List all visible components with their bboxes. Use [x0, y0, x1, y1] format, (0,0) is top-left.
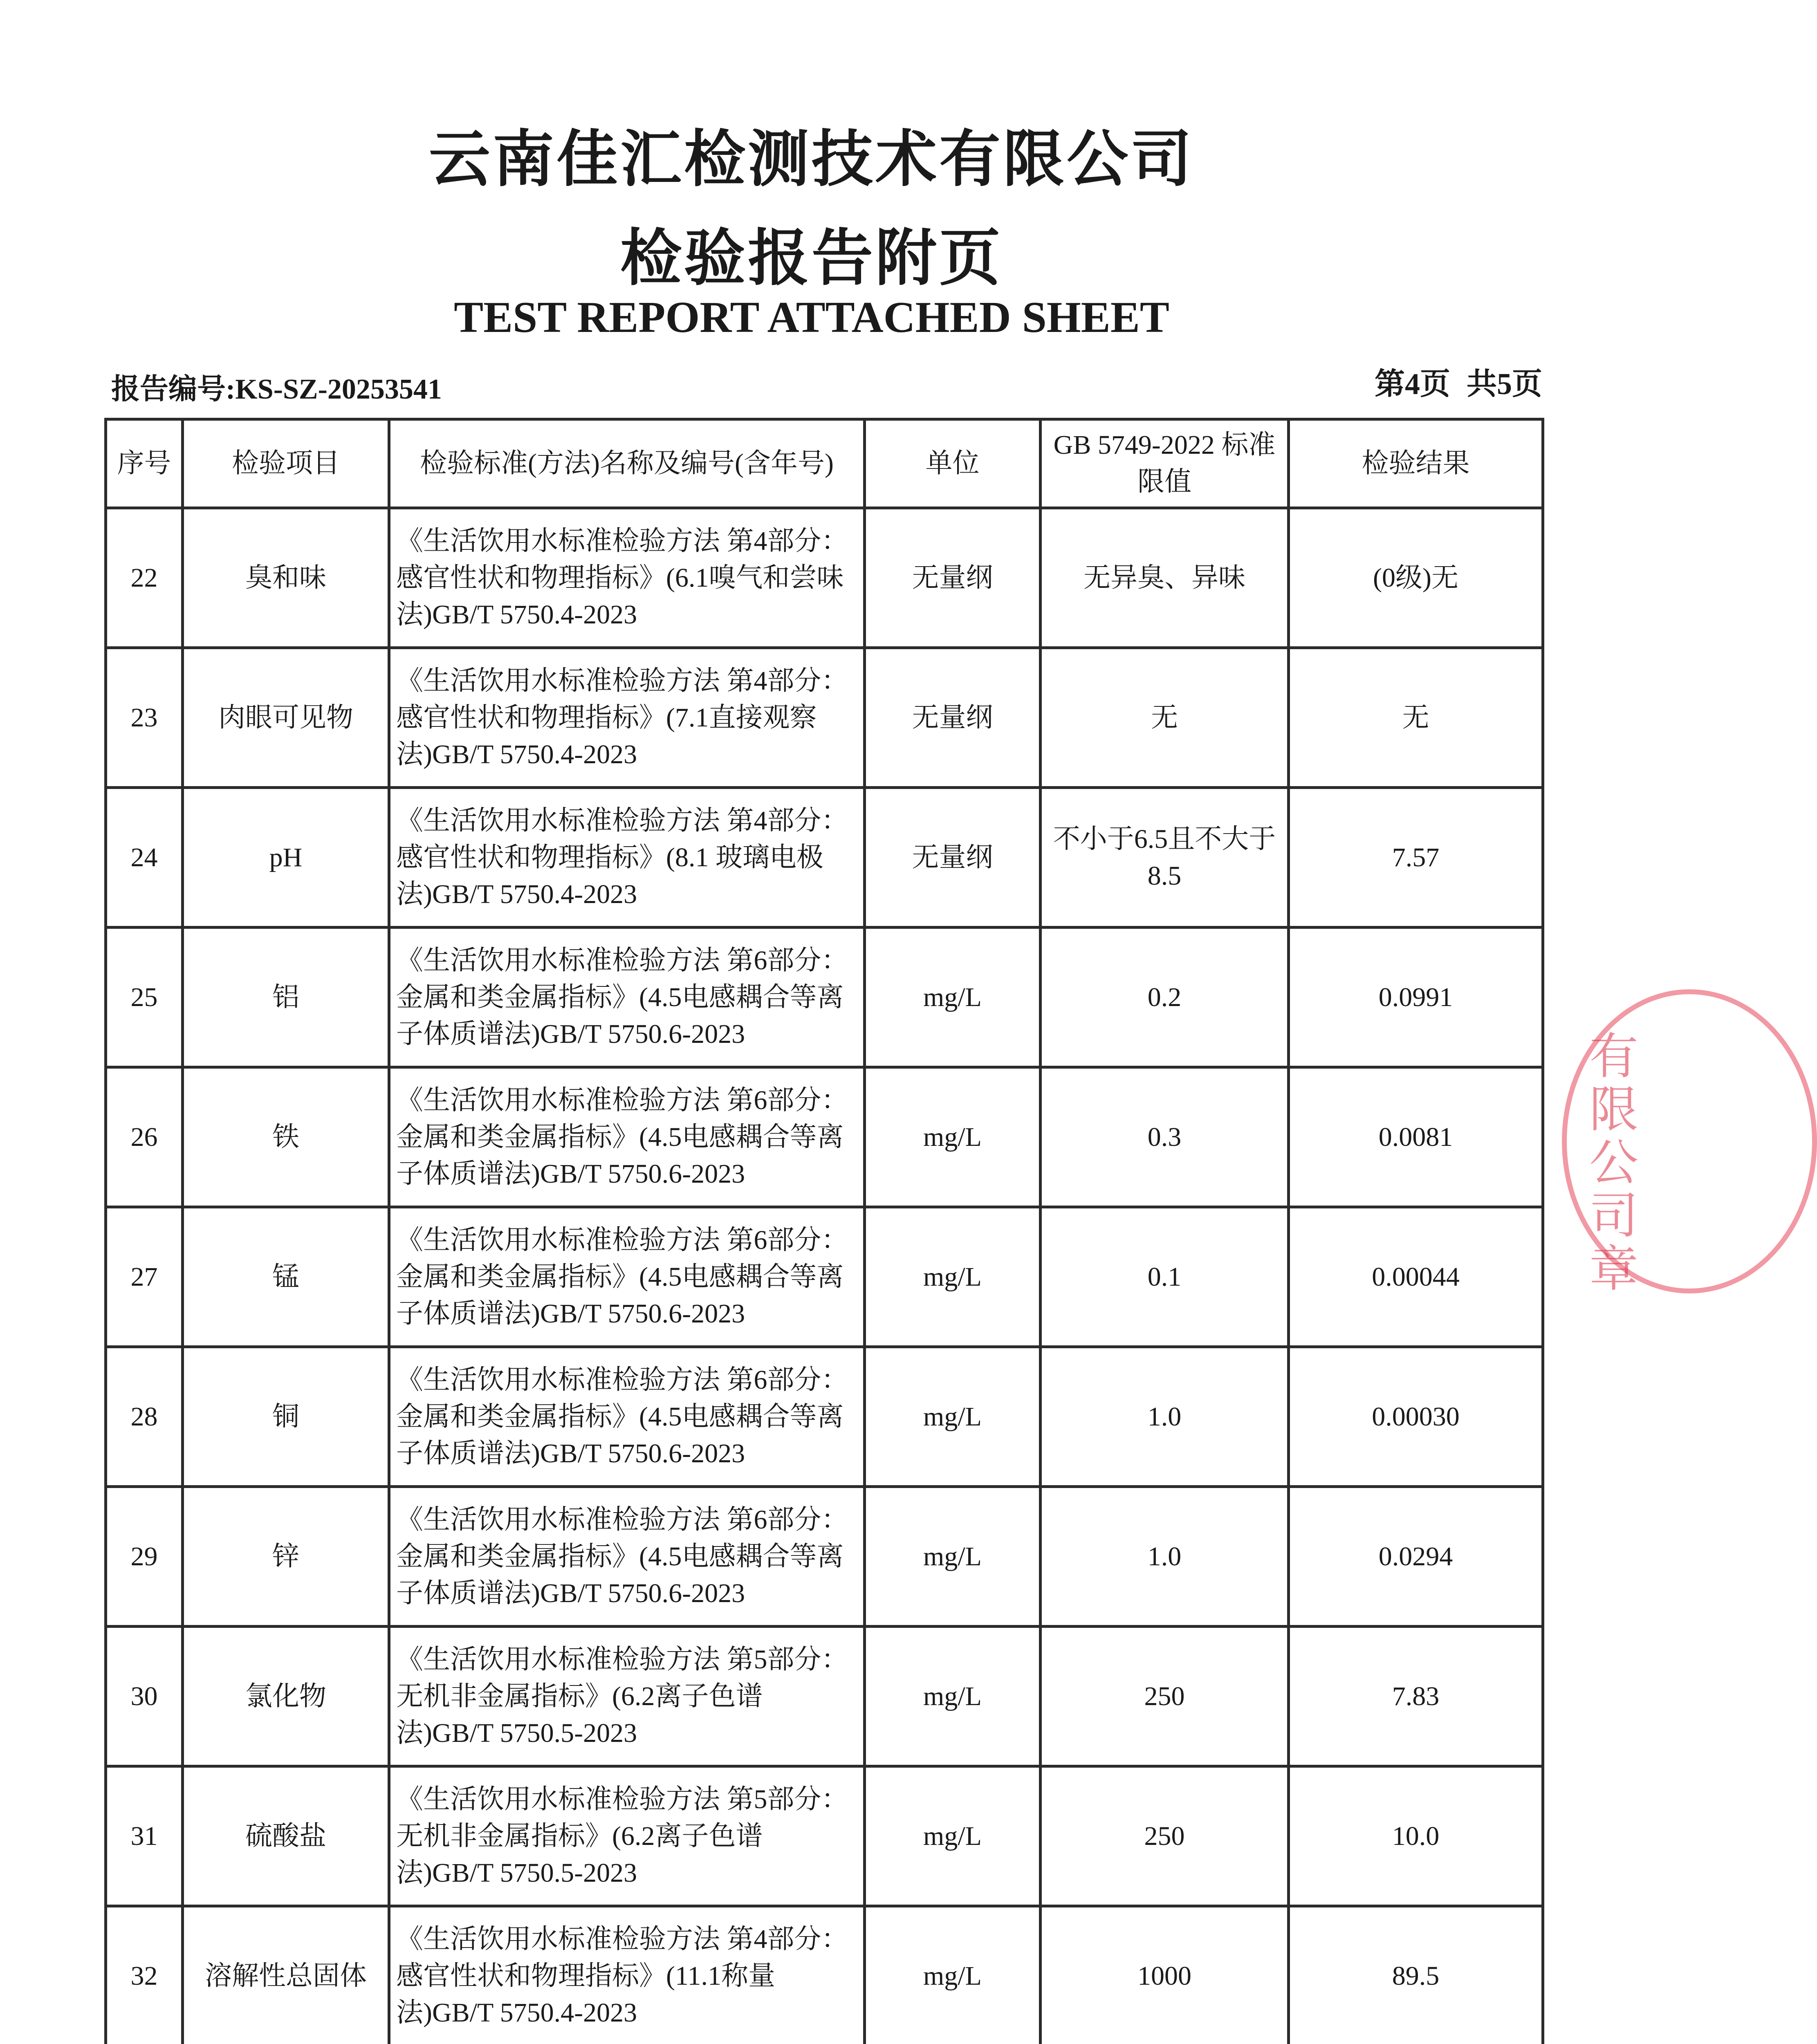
cell-result: 0.0294 [1289, 1487, 1543, 1627]
cell-no: 27 [106, 1207, 183, 1347]
page-number: 第4页 [1375, 368, 1450, 401]
cell-item: 硫酸盐 [183, 1766, 389, 1906]
cell-method: 《生活饮用水标准检验方法 第4部分：感官性状和物理指标》(11.1称量法)GB/T 5750.4-2023 [389, 1906, 865, 2044]
cell-limit: 0.1 [1041, 1207, 1289, 1347]
report-number: 报告编号:KS-SZ-20253541 [111, 374, 442, 405]
header-result: 检验结果 [1289, 419, 1543, 508]
cell-unit: mg/L [865, 1347, 1041, 1487]
table-row [106, 508, 1543, 648]
cell-item: 锌 [183, 1487, 389, 1627]
cell-no: 30 [106, 1627, 183, 1766]
cell-result: 0.00030 [1289, 1347, 1543, 1487]
cell-limit: 1000 [1041, 1906, 1289, 2044]
cell-no: 28 [106, 1347, 183, 1487]
table-row [106, 788, 1543, 928]
header-item: 检验项目 [183, 419, 389, 508]
cell-item: 臭和味 [183, 508, 389, 648]
page-total: 共5页 [1467, 368, 1542, 401]
header-limit: GB 5749-2022 标准限值 [1041, 419, 1289, 508]
cell-item: 铝 [183, 928, 389, 1067]
cell-no: 24 [106, 788, 183, 928]
table-row [106, 1067, 1543, 1207]
cell-result: 10.0 [1289, 1766, 1543, 1906]
header-method: 检验标准(方法)名称及编号(含年号) [389, 419, 865, 508]
cell-unit: mg/L [865, 928, 1041, 1067]
table-row [106, 1487, 1543, 1627]
page-subtitle: 检验报告附页 [620, 222, 1003, 294]
cell-limit: 0.3 [1041, 1067, 1289, 1207]
cell-unit: mg/L [865, 1906, 1041, 2044]
cell-no: 25 [106, 928, 183, 1067]
results-table [104, 418, 1544, 2044]
cell-limit: 250 [1041, 1766, 1289, 1906]
cell-no: 29 [106, 1487, 183, 1627]
english-title: TEST REPORT ATTACHED SHEET [454, 293, 1169, 342]
cell-result: 0.0081 [1289, 1067, 1543, 1207]
table-row [106, 648, 1543, 788]
cell-unit: mg/L [865, 1067, 1041, 1207]
cell-no: 26 [106, 1067, 183, 1207]
cell-result: 89.5 [1289, 1906, 1543, 2044]
cell-unit: mg/L [865, 1487, 1041, 1627]
cell-item: 铜 [183, 1347, 389, 1487]
cell-result: 0.00044 [1289, 1207, 1543, 1347]
cell-item: 肉眼可见物 [183, 648, 389, 788]
cell-method: 《生活饮用水标准检验方法 第5部分：无机非金属指标》(6.2离子色谱法)GB/T 5750.5-2023 [389, 1766, 865, 1906]
cell-unit: mg/L [865, 1627, 1041, 1766]
cell-result: 7.83 [1289, 1627, 1543, 1766]
cell-no: 31 [106, 1766, 183, 1906]
cell-item: 锰 [183, 1207, 389, 1347]
cell-unit: 无量纲 [865, 788, 1041, 928]
cell-result: 0.0991 [1289, 928, 1543, 1067]
cell-item: 溶解性总固体 [183, 1906, 389, 2044]
cell-method: 《生活饮用水标准检验方法 第6部分：金属和类金属指标》(4.5电感耦合等离子体质谱法)GB/T 5750.6-2023 [389, 1207, 865, 1347]
cell-unit: mg/L [865, 1766, 1041, 1906]
cell-limit: 250 [1041, 1627, 1289, 1766]
cell-limit: 无异臭、异味 [1041, 508, 1289, 648]
table-row [106, 1207, 1543, 1347]
cell-result: 无 [1289, 648, 1543, 788]
cell-limit: 0.2 [1041, 928, 1289, 1067]
cell-unit: 无量纲 [865, 648, 1041, 788]
table-row [106, 1766, 1543, 1906]
table-row [106, 1627, 1543, 1766]
table-row [106, 1906, 1543, 2044]
cell-result: 7.57 [1289, 788, 1543, 928]
cell-limit: 不小于6.5且不大于8.5 [1041, 788, 1289, 928]
cell-method: 《生活饮用水标准检验方法 第6部分：金属和类金属指标》(4.5电感耦合等离子体质谱法)GB/T 5750.6-2023 [389, 928, 865, 1067]
cell-item: pH [183, 788, 389, 928]
cell-no: 23 [106, 648, 183, 788]
cell-method: 《生活饮用水标准检验方法 第6部分：金属和类金属指标》(4.5电感耦合等离子体质谱法)GB/T 5750.6-2023 [389, 1067, 865, 1207]
cell-method: 《生活饮用水标准检验方法 第4部分：感官性状和物理指标》(8.1 玻璃电极法)GB/T 5750.4-2023 [389, 788, 865, 928]
company-title: 云南佳汇检测技术有限公司 [428, 123, 1194, 195]
cell-unit: mg/L [865, 1207, 1041, 1347]
header-no: 序号 [106, 419, 183, 508]
cell-method: 《生活饮用水标准检验方法 第6部分：金属和类金属指标》(4.5电感耦合等离子体质谱法)GB/T 5750.6-2023 [389, 1487, 865, 1627]
cell-method: 《生活饮用水标准检验方法 第5部分：无机非金属指标》(6.2离子色谱法)GB/T 5750.5-2023 [389, 1627, 865, 1766]
cell-limit: 1.0 [1041, 1487, 1289, 1627]
page-indicator [1375, 360, 1542, 403]
cell-no: 22 [106, 508, 183, 648]
table-row [106, 1347, 1543, 1487]
cell-item: 铁 [183, 1067, 389, 1207]
table-header-row [106, 419, 1543, 508]
cell-method: 《生活饮用水标准检验方法 第4部分：感官性状和物理指标》(7.1直接观察法)GB/T 5750.4-2023 [389, 648, 865, 788]
cell-method: 《生活饮用水标准检验方法 第4部分：感官性状和物理指标》(6.1嗅气和尝味法)GB/T 5750.4-2023 [389, 508, 865, 648]
cell-result: (0级)无 [1289, 508, 1543, 648]
cell-item: 氯化物 [183, 1627, 389, 1766]
cell-limit: 1.0 [1041, 1347, 1289, 1487]
cell-limit: 无 [1041, 648, 1289, 788]
company-seal-text: 有限公司章 [1581, 1030, 1638, 1296]
cell-unit: 无量纲 [865, 508, 1041, 648]
cell-method: 《生活饮用水标准检验方法 第6部分：金属和类金属指标》(4.5电感耦合等离子体质谱法)GB/T 5750.6-2023 [389, 1347, 865, 1487]
cell-no: 32 [106, 1906, 183, 2044]
header-unit: 单位 [865, 419, 1041, 508]
table-row [106, 928, 1543, 1067]
